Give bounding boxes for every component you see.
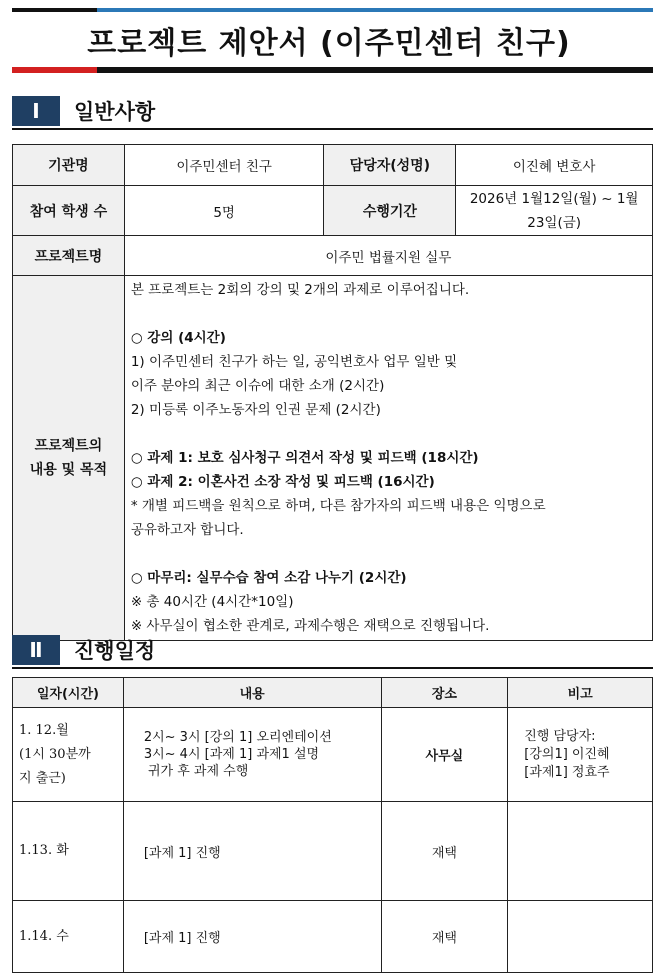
row1-date	[13, 708, 124, 802]
row3-place: 재택	[381, 901, 508, 973]
info-row-students	[13, 186, 653, 236]
period-line-1: 2026년 1월12일(월) ~ 1월	[469, 190, 639, 207]
header-date: 일자(시간)	[13, 678, 124, 708]
schedule-row	[13, 901, 653, 973]
wrap-up-heading: ○ 마무리: 실무수습 참여 소감 나누기 (2시간)	[130, 570, 407, 586]
row1-content-line-3: 귀가 후 과제 수행	[143, 764, 249, 779]
row1-note-line-3: [과제1] 정효주	[524, 764, 610, 780]
row2-date: 1.13. 화	[13, 802, 124, 901]
section-2-underline	[12, 667, 653, 669]
manager-label: 담당자(성명)	[324, 145, 456, 186]
info-row-project	[13, 236, 653, 276]
row1-date-line-3: 지 출근)	[19, 770, 66, 786]
total-hours-note: ※ 총 40시간 (4시간*10일)	[130, 594, 294, 610]
section-1-underline	[12, 128, 653, 130]
row1-date-line-1: 1. 12.월	[19, 722, 69, 738]
row1-content-line-2: 3시~ 4시 [과제 1] 과제1 설명	[143, 747, 320, 762]
section-2-header	[12, 633, 155, 667]
section-1-header	[12, 94, 155, 128]
row3-note	[508, 901, 653, 973]
feedback-note-b: 공유하고자 합니다.	[130, 522, 244, 538]
title-rule-red	[12, 67, 97, 73]
info-row-org	[13, 145, 653, 186]
row1-note-line-1: 진행 담당자:	[524, 728, 596, 744]
general-info-table	[12, 144, 653, 641]
content-intro: 본 프로젝트는 2회의 강의 및 2개의 과제로 이루어집니다.	[130, 282, 470, 298]
header-content: 내용	[123, 678, 381, 708]
section-1-number: Ⅰ	[12, 96, 60, 126]
period-line-2: 23일(금)	[527, 214, 582, 231]
content-body	[124, 276, 652, 641]
org-value: 이주민센터 친구	[124, 145, 324, 186]
row3-content: [과제 1] 진행	[123, 901, 381, 973]
feedback-note-a: * 개별 피드백을 원칙으로 하며, 다른 참가자의 피드백 내용은 익명으로	[130, 498, 546, 514]
content-label-line-1: 프로젝트의	[34, 438, 103, 454]
org-label: 기관명	[13, 145, 125, 186]
manager-value: 이진혜 변호사	[456, 145, 653, 186]
period-value	[456, 186, 653, 236]
project-label: 프로젝트명	[13, 236, 125, 276]
project-value: 이주민 법률지원 실무	[124, 236, 652, 276]
page-title: 프로젝트 제안서 (이주민센터 친구)	[87, 26, 571, 61]
lecture-item-1a: 1) 이주민센터 친구가 하는 일, 공익변호사 업무 일반 및	[130, 354, 458, 370]
row1-content-line-1: 2시~ 3시 [강의 1] 오리엔테이션	[143, 730, 332, 745]
row2-place: 재택	[381, 802, 508, 901]
top-rule-blue	[97, 8, 653, 12]
row2-note	[508, 802, 653, 901]
task-2-heading: ○ 과제 2: 이혼사건 소장 작성 및 피드백 (16시간)	[130, 474, 435, 490]
period-label: 수행기간	[324, 186, 456, 236]
row1-note-line-2: [강의1] 이진혜	[524, 746, 610, 762]
header-place: 장소	[381, 678, 508, 708]
row2-content: [과제 1] 진행	[123, 802, 381, 901]
content-label	[13, 276, 125, 641]
section-2-label: 진행일정	[74, 639, 156, 663]
row1-place: 사무실	[381, 708, 508, 802]
schedule-row	[13, 708, 653, 802]
schedule-table	[12, 677, 653, 973]
remote-work-note: ※ 사무실이 협소한 관계로, 과제수행은 재택으로 진행됩니다.	[130, 618, 490, 634]
section-1-label: 일반사항	[74, 100, 156, 124]
row1-note	[508, 708, 653, 802]
lecture-item-1b: 이주 분야의 최근 이슈에 대한 소개 (2시간)	[130, 378, 385, 394]
schedule-row	[13, 802, 653, 901]
header-note: 비고	[508, 678, 653, 708]
row3-date: 1.14. 수	[13, 901, 124, 973]
lecture-heading: ○ 강의 (4시간)	[130, 330, 226, 346]
content-label-line-2: 내용 및 목적	[29, 462, 108, 478]
row1-content	[123, 708, 381, 802]
top-rule-dark	[12, 8, 97, 12]
students-label: 참여 학생 수	[13, 186, 125, 236]
title-rule-black	[97, 67, 653, 73]
info-row-content	[13, 276, 653, 641]
task-1-heading: ○ 과제 1: 보호 심사청구 의견서 작성 및 피드백 (18시간)	[130, 450, 479, 466]
row1-date-line-2: (1시 30분까	[19, 746, 91, 762]
schedule-header-row	[13, 678, 653, 708]
students-value: 5명	[124, 186, 324, 236]
section-2-number: Ⅱ	[12, 635, 60, 665]
lecture-item-2: 2) 미등록 이주노동자의 인권 문제 (2시간)	[130, 402, 381, 418]
